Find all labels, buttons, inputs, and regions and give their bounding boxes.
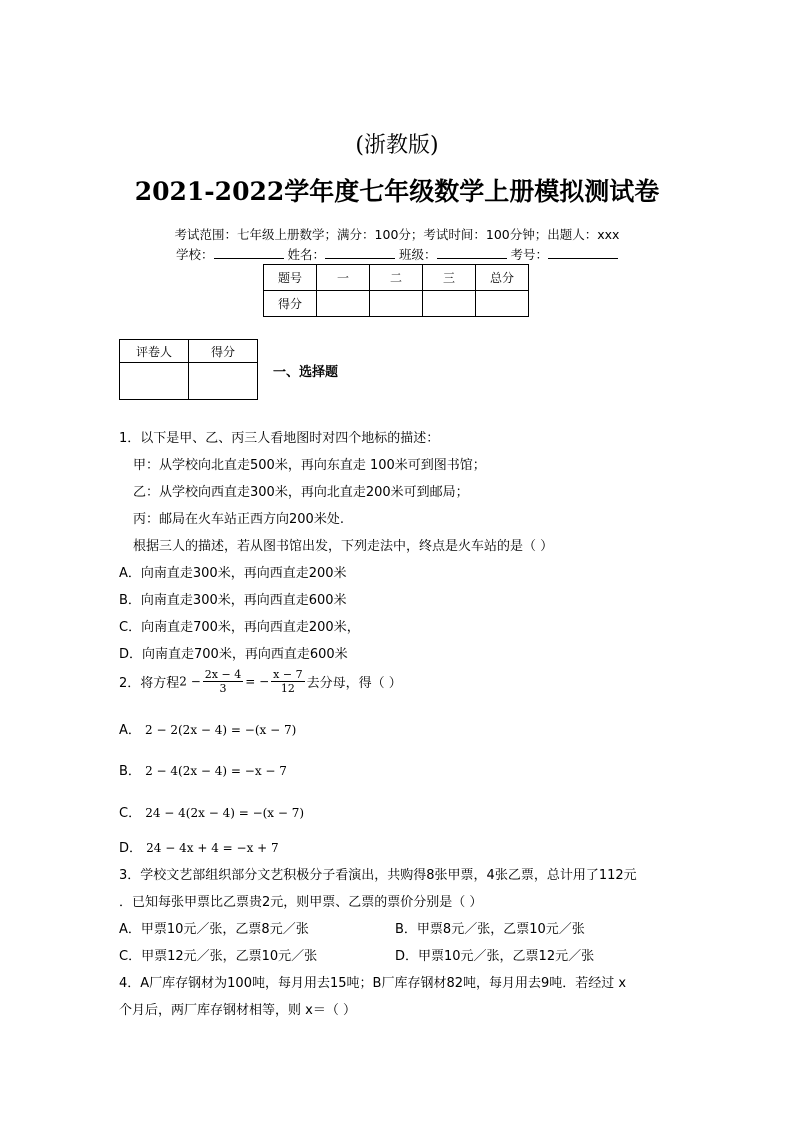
q2-pre: 2．将方程 — [119, 676, 180, 691]
class-blank[interactable] — [437, 246, 507, 259]
score-header-cell: 一 — [317, 265, 370, 291]
score-cell[interactable] — [317, 291, 370, 317]
score-header-cell: 总分 — [476, 265, 529, 291]
q4-stem-cont: 个月后，两厂库存钢材相等，则 x＝（ ） — [119, 1003, 356, 1018]
q1-option-d: D．向南直走700米，再向西直走600米 — [119, 647, 348, 662]
score-header-cell: 题号 — [264, 265, 317, 291]
score-cell[interactable] — [423, 291, 476, 317]
option-expression: 24 − 4(2x − 4) = −(x − 7) — [145, 806, 305, 820]
exam-title: 2021-2022学年度七年级数学上册模拟测试卷 — [134, 177, 660, 206]
q3-option-b: B．甲票8元／张，乙票10元／张 — [395, 922, 585, 937]
q1-line: 甲：从学校向北直走500米，再向东直走 100米可到图书馆； — [133, 458, 486, 473]
score-table-header-row — [264, 265, 529, 291]
q2-option-c — [119, 802, 304, 821]
exam-number-label: 考号： — [510, 247, 548, 262]
school-blank[interactable] — [214, 246, 284, 259]
q2-post: 去分母，得（ ） — [306, 676, 402, 691]
score-cell[interactable] — [476, 291, 529, 317]
q1-line: 乙：从学校向西直走300米，再向北直走200米可到邮局； — [133, 485, 469, 500]
grader-score-cell[interactable] — [189, 363, 258, 400]
grader-row — [120, 363, 258, 400]
q3-stem-cont: ．已知每张甲票比乙票贵2元，则甲票、乙票的票价分别是（ ） — [119, 895, 483, 910]
class-label: 班级： — [398, 247, 437, 262]
name-label: 姓名： — [287, 247, 325, 262]
q3-option-c: C．甲票12元／张，乙票10元／张 — [119, 949, 318, 964]
exam-number-blank[interactable] — [548, 246, 618, 259]
q2-option-b — [119, 760, 287, 779]
option-label: A． — [119, 723, 141, 738]
q2-option-a — [119, 719, 296, 738]
q2-fraction-1-den: 3 — [219, 682, 227, 695]
student-fields — [0, 245, 794, 263]
score-header-cell: 三 — [423, 265, 476, 291]
q2-stem — [119, 668, 402, 695]
score-table — [263, 264, 529, 317]
q4-stem: 4．A厂库存钢材为100吨，每月用去15吨；B厂库存钢材82吨，每月用去9吨．若经过 x — [119, 976, 627, 991]
grader-table — [119, 339, 258, 400]
score-row-label: 得分 — [264, 291, 317, 317]
option-expression: 2 − 2(2x − 4) = −(x − 7) — [145, 723, 297, 737]
q2-fraction-1 — [203, 668, 243, 695]
exam-info: 考试范围：七年级上册数学；满分：100分；考试时间：100分钟；出题人：xxx — [174, 227, 620, 242]
grader-cell[interactable] — [120, 363, 189, 400]
score-table-row — [264, 291, 529, 317]
q2-option-d — [119, 837, 279, 856]
school-label: 学校： — [175, 247, 214, 262]
score-cell[interactable] — [370, 291, 423, 317]
q1-option-b: B．向南直走300米，再向西直走600米 — [119, 593, 347, 608]
grader-header-cell: 评卷人 — [120, 340, 189, 363]
q2-mid: = − — [245, 674, 270, 689]
score-header-cell: 二 — [370, 265, 423, 291]
q3-option-d: D．甲票10元／张，乙票12元／张 — [395, 949, 595, 964]
edition-label: (浙教版) — [355, 133, 439, 158]
option-expression: 24 − 4x + 4 = −x + 7 — [146, 841, 279, 855]
q1-option-c: C．向南直走700米，再向西直走200米， — [119, 620, 360, 635]
q3-stem: 3．学校文艺部组织部分文艺积极分子看演出，共购得8张甲票，4张乙票，总计用了112元 — [119, 868, 637, 883]
q1-line: 丙：邮局在火车站正西方向200米处. — [133, 512, 344, 527]
section-heading: 一、选择题 — [273, 365, 339, 380]
q3-option-a: A．甲票10元／张，乙票8元／张 — [119, 922, 309, 937]
q2-fraction-2-num: x − 7 — [273, 668, 303, 681]
q1-stem: 1．以下是甲、乙、丙三人看地图时对四个地标的描述： — [119, 431, 440, 446]
option-expression: 2 − 4(2x − 4) = −x − 7 — [145, 764, 287, 778]
option-label: D． — [119, 841, 143, 856]
q1-line: 根据三人的描述，若从图书馆出发，下列走法中，终点是火车站的是（ ） — [133, 539, 554, 554]
grader-header-cell: 得分 — [189, 340, 258, 363]
grader-header-row — [120, 340, 258, 363]
option-label: B． — [119, 764, 141, 779]
q2-fraction-1-num: 2x − 4 — [204, 668, 242, 681]
q1-option-a: A．向南直走300米，再向西直走200米 — [119, 566, 347, 581]
q2-fraction-2-den: 12 — [280, 682, 295, 695]
q2-fraction-2 — [271, 668, 304, 695]
option-label: C． — [119, 806, 142, 821]
q2-lhs: 2 − — [179, 674, 201, 689]
name-blank[interactable] — [325, 246, 395, 259]
